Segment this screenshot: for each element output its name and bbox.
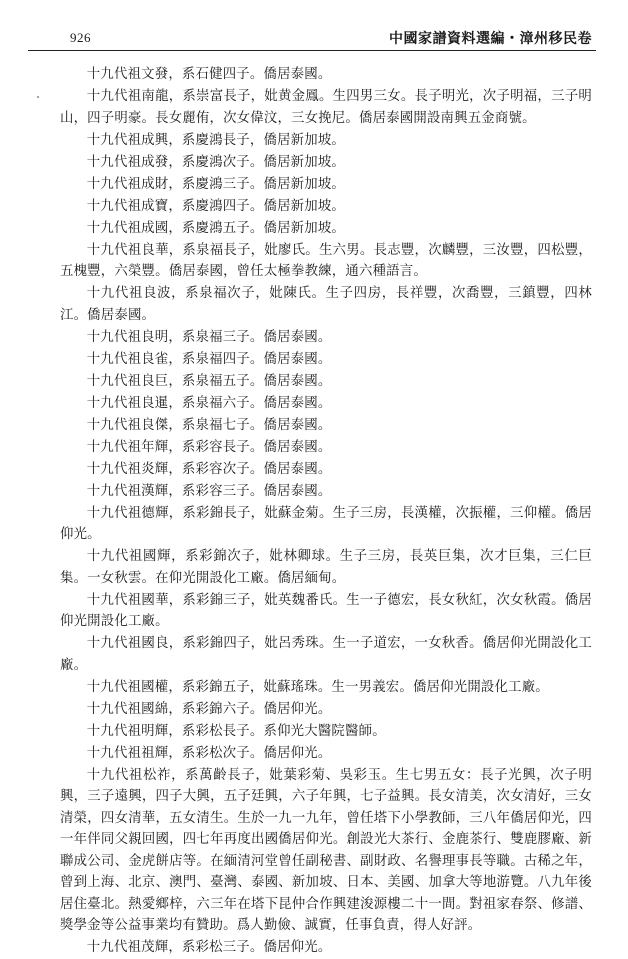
entry-nianhui: 十九代祖年輝，系彩容長子。僑居泰國。: [86, 439, 332, 455]
entry-liangxian: 十九代祖良暹，系泉福六子。僑居泰國。: [86, 395, 332, 411]
entry-chengfa: 十九代祖成發，系慶鴻次子。僑居新加坡。: [86, 154, 346, 170]
entry-lianghua: 十九代祖良華，系泉福長子，妣廖氏。生六男。長志豐，次麟豐，三汝豐，四松豐，五槐豐，六榮豐。僑居泰國，曾任太極拳教練，通六種語言。: [60, 242, 592, 279]
entry-minghui: 十九代祖明輝，系彩松長子。系仰光大醫院醫師。: [86, 723, 386, 739]
entry-hanhui: 十九代祖漢輝，系彩容三子。僑居泰國。: [86, 483, 332, 499]
genealogy-text: [60, 64, 592, 959]
entry-wenfa: 十九代祖文發，系石健四子。僑居泰國。: [86, 67, 332, 82]
entry-guoliang: 十九代祖國良，系彩錦四子，妣呂秀珠。生一子道宏，一女秋香。僑居仰光開設化工廠。: [60, 636, 592, 673]
entry-chengxing: 十九代祖成興，系慶鴻長子，僑居新加坡。: [86, 132, 346, 148]
entry-guomian: 十九代祖國綿，系彩錦六子。僑居仰光。: [86, 701, 332, 717]
entry-chengcai: 十九代祖成財，系慶鴻三子。僑居新加坡。: [86, 176, 346, 192]
entry-liangju: 十九代祖良巨，系泉福五子。僑居泰國。: [86, 373, 332, 389]
entry-chengguo: 十九代祖成國，系慶鴻五子。僑居新加坡。: [86, 220, 346, 236]
entry-guohua: 十九代祖國華，系彩錦三子，妣英魏番氏。生一子德宏，長女秋紅，次女秋霞。僑居仰光開設化工廠。: [60, 592, 592, 629]
entry-maohui: 十九代祖茂輝，系彩松三子。僑居仰光。: [86, 940, 332, 955]
entry-liangjie: 十九代祖良傑，系泉福七子。僑居泰國。: [86, 417, 332, 433]
running-title: 中國家譜資料選編・漳州移民卷: [389, 31, 592, 47]
entry-liangbo: 十九代祖良波，系泉福次子，妣陳氏。生子四房，長祥豐，次喬豐，三鎮豐，四林江。僑居泰國。: [60, 286, 592, 323]
entry-liangque: 十九代祖良雀，系泉福四子。僑居泰國。: [86, 351, 332, 367]
page-header: [40, 22, 592, 50]
entry-yanhui: 十九代祖炎輝，系彩容次子。僑居泰國。: [86, 461, 332, 477]
entry-liangming: 十九代祖良明，系泉福三子。僑居泰國。: [86, 329, 332, 345]
entry-guoquan: 十九代祖國權，系彩錦五子，妣蘇瑤珠。生一男義宏。僑居仰光開設化工廠。: [86, 679, 549, 695]
entry-songzuo: 十九代祖松祚，系萬齡長子，妣葉彩菊、吳彩玉。生七男五女：長子光興，次子明興，三子遠興，四子大興，五子廷興，六子年興，七子益興。長女清美，次女清好，三女清榮，四女清華，五女清生。生於一九一九年，曾任塔下小學教師，三八年僑居仰光，四一年伴同父親回國，四七年再度出國僑居仰光。創設光大茶行、金鹿茶行、雙鹿膠廠、新聯成公司、金虎餅店等。在緬清河堂曾任副秘書、副財政、名譽理事長等職。古稀之年，曾到上海、北京、澳門、臺灣、泰國、新加坡、日本、美國、加拿大等地游覽。八九年後居住臺北。熱愛鄉梓，六三年在塔下昆仲合作興建浚源樓二十一間。對祖家春祭、修譜、獎學金等公益事業均有贊助。爲人勤儉、誠實，任事負責，得人好評。: [60, 767, 592, 933]
entry-chengbao: 十九代祖成寶，系慶鴻四子。僑居新加坡。: [86, 198, 346, 214]
entry-zuhui: 十九代祖祖輝，系彩松次子。僑居仰光。: [86, 745, 332, 761]
entry-guohui: 十九代祖國輝，系彩錦次子，妣林卿球。生子三房，長英巨集，次才巨集，三仁巨集。一女秋雲。在仰光開設化工廠。僑居緬甸。: [60, 549, 592, 586]
header-rule: [28, 50, 596, 51]
stray-mark: [37, 96, 39, 98]
entry-dehui: 十九代祖德輝，系彩錦長子，妣蘇金菊。生子三房，長漢權，次振權，三仰權。僑居仰光。: [60, 505, 592, 542]
entry-nanlong: 十九代祖南龍，系崇富長子，妣黄金鳳。生四男三女。長子明光，次子明福，三子明山，四子明豪。長女麗侑，次女偉汶，三女挽尼。僑居泰國開設南興五金商號。: [60, 89, 592, 126]
page-number: 926: [70, 30, 91, 45]
